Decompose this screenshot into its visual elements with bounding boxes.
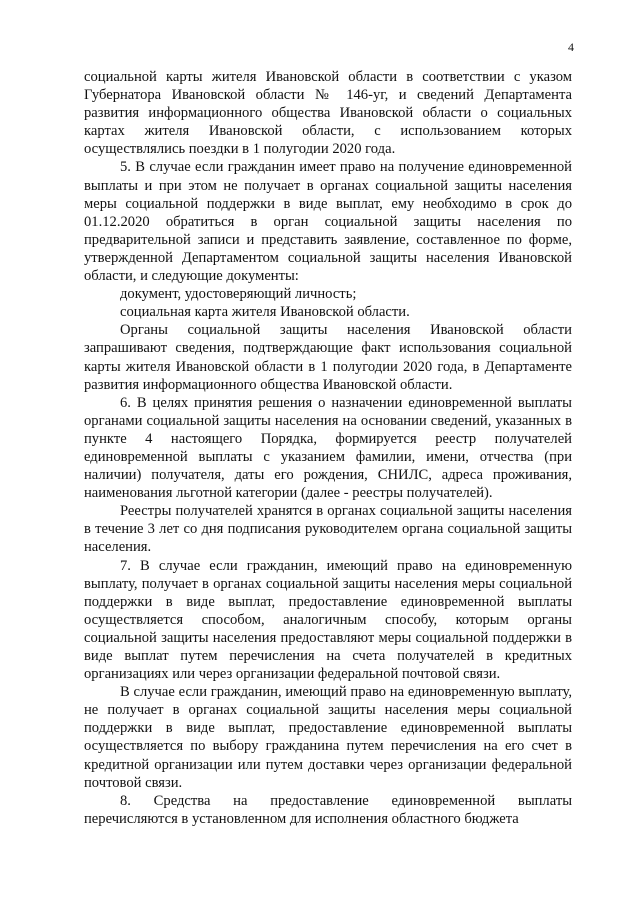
paragraph: 5. В случае если гражданин имеет право на получение единовременной выплаты и при этом не получает в органах социальной защиты населения меры социальной поддержки в виде выплат, ему необходимо в срок до 01.12.2020 обратиться в орган социальной защиты населения по предварительной записи и представить заявление, составленное по форме, утвержденной Департаментом социальной защиты населения Ивановской области, и следующие документы: bbox=[84, 159, 572, 285]
paragraph: 8. Средства на предоставление единовременной выплаты перечисляются в установленном для исполнения областного бюджета bbox=[84, 792, 572, 827]
document-body bbox=[84, 68, 572, 828]
paragraph: 7. В случае если гражданин, имеющий право на единовременную выплату, получает в органах социальной защиты населения меры социальной поддержки в виде выплат, предоставление единовременной выплаты осуществляется способом, аналогичным способу, которым органы социальной защиты населения предоставляют меры социальной поддержки в виде выплат путем перечисления на счета получателей в кредитных организациях или через организации федеральной почтовой связи. bbox=[84, 557, 572, 683]
list-item: документ, удостоверяющий личность; bbox=[120, 286, 357, 303]
paragraph: В случае если гражданин, имеющий право на единовременную выплату, не получает в органах социальной защиты населения меры социальной поддержки в виде выплат, предоставление единовременной выплаты осуществляется по выбору гражданина путем перечисления на его счет в кредитной организации или путем доставки через организации федеральной почтовой связи. bbox=[84, 684, 572, 791]
page-number: 4 bbox=[568, 40, 574, 54]
paragraph: социальной карты жителя Ивановской области в соответствии с указом Губернатора Ивановской области № 146-уг, и сведений Департамента развития информационного общества Ивановской области о социальных картах жителя Ивановской области, с использованием которых осуществлялись поездки в 1 полугодии 2020 года. bbox=[84, 69, 572, 158]
paragraph: Органы социальной защиты населения Ивановской области запрашивают сведения, подтверждающие факт использования социальной карты жителя Ивановской области в 1 полугодии 2020 года, в Департаменте развития информационного общества Ивановской области. bbox=[84, 322, 572, 393]
list-item: социальная карта жителя Ивановской области. bbox=[120, 304, 410, 321]
paragraph: 6. В целях принятия решения о назначении единовременной выплаты органами социальной защиты населения на основании сведений, указанных в пункте 4 настоящего Порядка, формируется реестр получателей единовременной выплаты с указанием фамилии, имени, отчества (при наличии) получателя, даты его рождения, СНИЛС, адреса проживания, наименования льготной категории (далее - реестры получателей). bbox=[84, 394, 572, 502]
paragraph: Реестры получателей хранятся в органах социальной защиты населения в течение 3 лет со дня подписания руководителем органа социальной защиты населения. bbox=[84, 503, 572, 556]
